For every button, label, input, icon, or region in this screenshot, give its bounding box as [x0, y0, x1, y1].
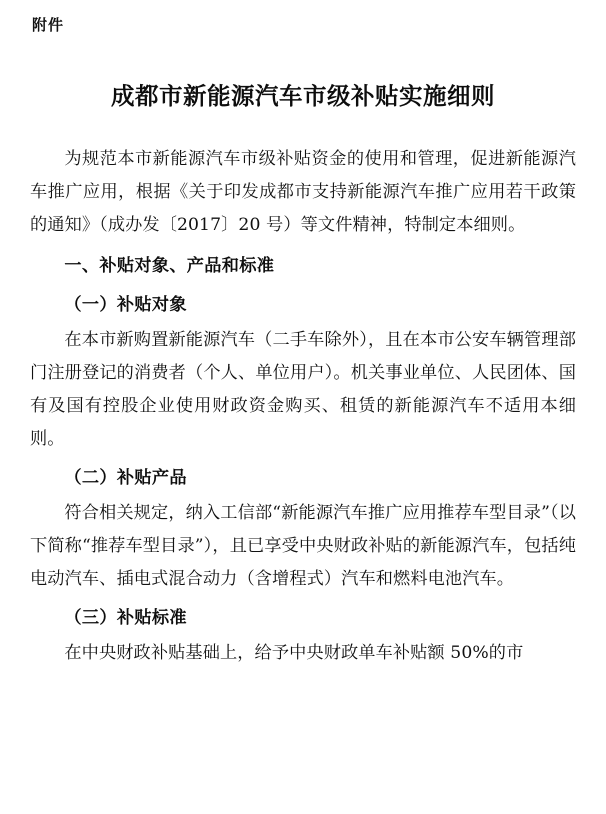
paragraph-sub-three-body: 在中央财政补贴基础上，给予中央财政单车补贴额 50%的市: [64, 643, 524, 663]
sub-heading-two: （二）补贴产品: [64, 468, 187, 488]
sub-heading-one: （一）补贴对象: [64, 295, 187, 315]
page-title: 成都市新能源汽车市级补贴实施细则: [111, 82, 495, 110]
paragraph-sub-one-body: 在本市新购置新能源汽车（二手车除外），且在本市公安车辆管理部门注册登记的消费者（个人、单位用户）。机关事业单位、人民团体、国有及国有控股企业使用财政资金购买、租赁的新能源汽车不适用本细则。: [30, 330, 576, 449]
paragraph-intro: 为规范本市新能源汽车市级补贴资金的使用和管理，促进新能源汽车推广应用，根据《关于印发成都市支持新能源汽车推广应用若干政策的通知》（成办发〔2017〕20 号）等文件精神，特制定本细则。: [30, 149, 576, 235]
sub-heading-three: （三）补贴标准: [64, 608, 187, 628]
attachment-label: 附件: [32, 16, 65, 34]
section-heading-one: 一、补贴对象、产品和标准: [64, 256, 275, 276]
document-body: [30, 143, 576, 670]
paragraph-sub-two-body: 符合相关规定，纳入工信部“新能源汽车推广应用推荐车型目录”（以下简称“推荐车型目录”），且已享受中央财政补贴的新能源汽车，包括纯电动汽车、插电式混合动力（含增程式）汽车和燃料电池汽车。: [30, 503, 576, 589]
